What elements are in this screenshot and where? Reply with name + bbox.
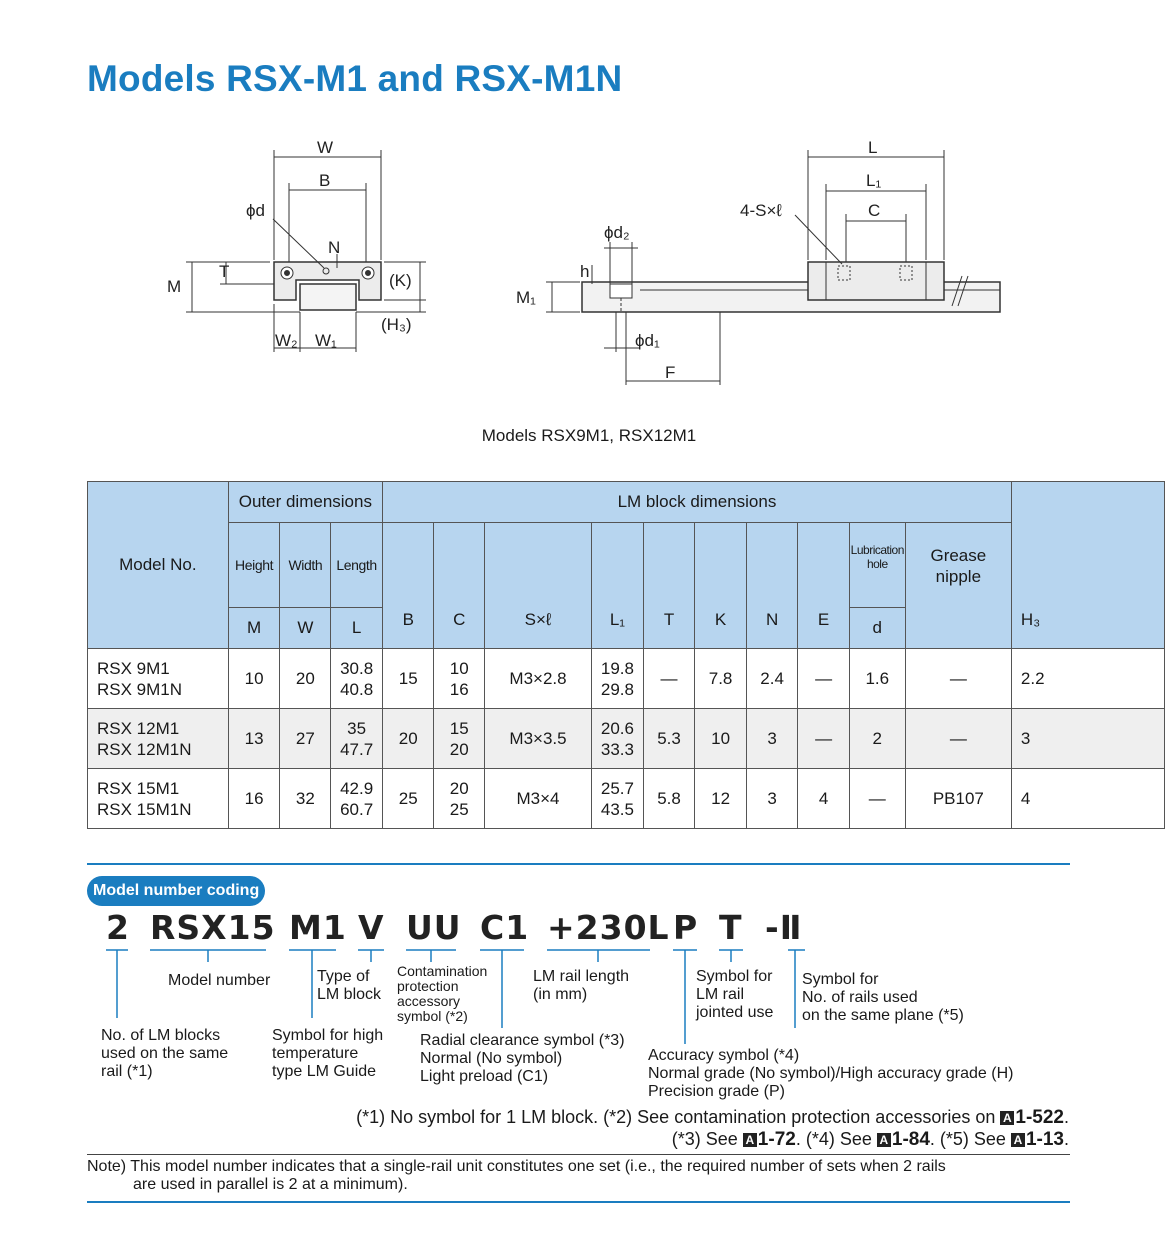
header-lubrication: Lubrication hole xyxy=(850,543,904,571)
header-H3: H₃ xyxy=(1020,610,1041,629)
cell-H3: 4 xyxy=(1011,769,1164,829)
cell-N: 3 xyxy=(746,769,798,829)
page-title: Models RSX-M1 and RSX-M1N xyxy=(87,58,623,99)
label-phi-d: ϕd xyxy=(246,201,265,220)
cell-model: RSX 12M1 RSX 12M1N xyxy=(88,709,229,769)
note-divider-top xyxy=(87,1154,1070,1155)
cell-B: 20 xyxy=(383,709,434,769)
code-part: -Ⅱ xyxy=(765,908,803,947)
cell-K: 12 xyxy=(695,769,747,829)
coding-heading: Model number coding xyxy=(87,876,265,906)
code-part: M1 xyxy=(289,908,347,947)
label-M1: M₁ xyxy=(516,288,536,307)
cell-H3: 3 xyxy=(1011,709,1164,769)
header-L1: L₁ xyxy=(609,610,626,629)
reference-icon: A xyxy=(1000,1111,1014,1125)
header-lm-block: LM block dimensions xyxy=(383,482,1012,523)
reference-icon: A xyxy=(1011,1133,1025,1147)
cell-W: 27 xyxy=(280,709,331,769)
cell-B: 25 xyxy=(383,769,434,829)
cell-L1: 19.8 29.8 xyxy=(592,649,644,709)
header-M: M xyxy=(228,608,280,649)
label-h: h xyxy=(580,262,590,281)
cell-d: 2 xyxy=(849,709,905,769)
label-C: C xyxy=(868,201,881,220)
cell-L1: 20.6 33.3 xyxy=(592,709,644,769)
note: Note) This model number indicates that a single-rail unit constitutes one set (i.e., the required number of sets when 2 rails are used in parallel is 2 at a minimum). xyxy=(87,1158,946,1193)
label-L: L xyxy=(868,138,878,157)
cell-S: M3×2.8 xyxy=(484,649,591,709)
label-H3: (H₃) xyxy=(381,315,412,334)
cell-W: 32 xyxy=(280,769,331,829)
header-T: T xyxy=(663,610,675,629)
code-part: RSX15 xyxy=(150,908,276,947)
code-part: 2 xyxy=(106,908,130,947)
label-lm-blocks: No. of LM blocks used on the same rail (*1) xyxy=(101,1027,229,1080)
label-T: T xyxy=(219,262,230,281)
header-E: E xyxy=(817,610,830,629)
cell-M: 13 xyxy=(228,709,280,769)
cell-grease: PB107 xyxy=(905,769,1011,829)
header-N: N xyxy=(765,610,779,629)
label-phi-d2: ϕd₂ xyxy=(604,223,630,242)
header-K: K xyxy=(714,610,727,629)
label-jointed-use: Symbol for LM rail jointed use xyxy=(696,968,774,1021)
label-W1: W₁ xyxy=(315,331,337,350)
label-W2: W₂ xyxy=(275,331,298,350)
header-length: Length xyxy=(331,523,383,608)
reference-icon: A xyxy=(877,1133,891,1147)
cell-E: — xyxy=(798,649,849,709)
header-model: Model No. xyxy=(88,482,229,649)
cell-L1: 25.7 43.5 xyxy=(592,769,644,829)
code-part: C1 xyxy=(480,908,530,947)
header-grease: Grease nipple xyxy=(905,523,1011,649)
cell-model: RSX 9M1 RSX 9M1N xyxy=(88,649,229,709)
label-M: M xyxy=(167,277,182,296)
cell-M: 10 xyxy=(228,649,280,709)
header-S: S×ℓ xyxy=(524,610,552,629)
label-radial-clearance: Radial clearance symbol (*3) Normal (No symbol) Light preload (C1) xyxy=(420,1032,625,1085)
cell-d: — xyxy=(849,769,905,829)
code-part: +230L xyxy=(547,908,670,947)
cell-L: 30.8 40.8 xyxy=(331,649,383,709)
code-part: T xyxy=(719,908,743,947)
label-F: F xyxy=(665,363,676,382)
header-height: Height xyxy=(228,523,280,608)
code-part: P xyxy=(673,908,699,947)
label-hole: 4-S×ℓ xyxy=(740,201,782,220)
cell-K: 10 xyxy=(695,709,747,769)
cell-T: 5.8 xyxy=(643,769,695,829)
code-part: V xyxy=(358,908,385,947)
cell-S: M3×3.5 xyxy=(484,709,591,769)
cell-C: 20 25 xyxy=(434,769,484,829)
code-part: UU xyxy=(406,908,462,947)
header-d: d xyxy=(849,608,905,649)
header-outer: Outer dimensions xyxy=(228,482,382,523)
label-model-number: Model number xyxy=(168,972,271,989)
label-phi-d1: ϕd₁ xyxy=(635,331,660,350)
footnote-2: (*3) See A 1-72. (*4) See A 1-84. (*5) See A 1-13. xyxy=(671,1129,1069,1150)
cell-d: 1.6 xyxy=(849,649,905,709)
cell-B: 15 xyxy=(383,649,434,709)
diagram-caption: Models RSX9M1, RSX12M1 xyxy=(481,426,697,445)
note-divider-bottom xyxy=(87,1201,1070,1203)
footnote-1: (*1) No symbol for 1 LM block. (*2) See contamination protection accessories on A 1-522. xyxy=(356,1107,1069,1128)
cell-L: 35 47.7 xyxy=(331,709,383,769)
header-width: Width xyxy=(280,523,331,608)
cell-W: 20 xyxy=(280,649,331,709)
cell-N: 3 xyxy=(746,709,798,769)
reference-icon: A xyxy=(743,1133,757,1147)
cell-C: 15 20 xyxy=(434,709,484,769)
cell-C: 10 16 xyxy=(434,649,484,709)
label-N: N xyxy=(328,238,341,257)
cell-E: — xyxy=(798,709,849,769)
cell-L: 42.9 60.7 xyxy=(331,769,383,829)
header-C: C xyxy=(453,610,466,629)
label-high-temp: Symbol for high temperature type LM Guide xyxy=(272,1027,384,1080)
label-K: (K) xyxy=(389,271,412,290)
header-W: W xyxy=(280,608,331,649)
cell-N: 2.4 xyxy=(746,649,798,709)
header-B: B xyxy=(402,610,414,629)
cell-S: M3×4 xyxy=(484,769,591,829)
cell-T: 5.3 xyxy=(643,709,695,769)
cell-H3: 2.2 xyxy=(1011,649,1164,709)
label-accuracy: Accuracy symbol (*4) Normal grade (No symbol)/High accuracy grade (H) Precision grade (P) xyxy=(648,1047,1014,1100)
cell-T: — xyxy=(643,649,695,709)
label-rail-length: LM rail length (in mm) xyxy=(533,968,630,1003)
cell-K: 7.8 xyxy=(695,649,747,709)
label-W: W xyxy=(317,138,334,157)
label-contamination: Contamination protection accessory symbol (*2) xyxy=(397,963,488,1024)
label-B: B xyxy=(319,171,331,190)
cell-E: 4 xyxy=(798,769,849,829)
label-L1: L₁ xyxy=(866,171,882,190)
cell-model: RSX 15M1 RSX 15M1N xyxy=(88,769,229,829)
cell-grease: — xyxy=(905,649,1011,709)
label-rails-plane: Symbol for No. of rails used on the same plane (*5) xyxy=(802,971,964,1024)
cell-M: 16 xyxy=(228,769,280,829)
header-L: L xyxy=(331,608,383,649)
cell-grease: — xyxy=(905,709,1011,769)
label-type-of: Type of LM block xyxy=(317,968,382,1003)
